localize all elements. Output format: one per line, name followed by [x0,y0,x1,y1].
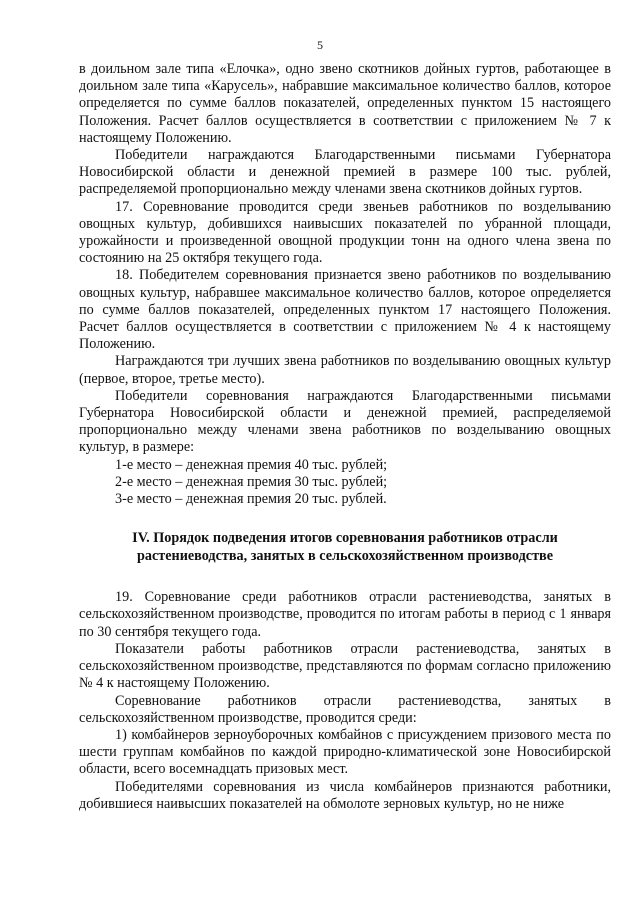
section-heading-line-2: растениеводства, занятых в сельскохозяйственном производстве [136,547,554,564]
paragraph-indicators: Показатели работы работников отрасли растениеводства, занятых в сельскохозяйственном производстве, представляются по формам согласно приложению № 4 к настоящему Положению. [79,640,611,692]
paragraph-item-18: 18. Победителем соревнования признается звено работников по возделыванию овощных культур, набравшее максимальное количество баллов, которое определяется по сумме баллов показателей, определенных пунктом 17 настоящего Положения. Расчет баллов осуществляется в соответствии с приложением № 4 к настоящему Положению. [79,267,611,353]
prize-third-place: 3-е место – денежная премия 20 тыс. рублей. [115,491,387,508]
paragraph-continuation: в доильном зале типа «Елочка», одно звено скотников дойных гуртов, работающее в доильном зале типа «Карусель», набравшие максимальное количество баллов, которое определяется по сумме баллов показателей, определенных пунктом 15 настоящего Положения. Расчет баллов осуществляется в соответствии с приложением № 7 к настоящему Положению. [79,61,611,146]
paragraph-item-17: 17. Соревнование проводится среди звеньев работников по возделыванию овощных культур, добившихся наивысших показателей по убранной площади, урожайности и произведенной овощной продукции тонн на одного члена звена по состоянию на 25 октября текущего года. [79,198,611,267]
paragraph-combine-operators: 1) комбайнеров зерноуборочных комбайнов с присуждением призового места по шести группам комбайнов по каждой природно-климатической зоне Новосибирской области, всего восемнадцать призовых мест. [79,726,611,778]
page-number: 5 [317,38,323,52]
paragraph-item-19: 19. Соревнование среди работников отрасли растениеводства, занятых в сельскохозяйственном производстве, проводится по итогам работы в период с 1 января по 30 сентября текущего года. [79,589,611,640]
paragraph-winners-combine: Победителями соревнования из числа комбайнеров признаются работники, добившиеся наивысших показателей на обмолоте зерновых культур, но не ниже [79,778,611,812]
document-body [79,61,611,813]
paragraph-competition-among: Соревнование работников отрасли растениеводства, занятых в сельскохозяйственном производстве, проводится среди: [79,692,611,726]
paragraph-award-three-teams: Награждаются три лучших звена работников по возделыванию овощных культур (первое, второе, третье место). [79,353,611,387]
prize-second-place: 2-е место – денежная премия 30 тыс. рублей; [115,473,388,490]
section-heading [79,530,611,565]
prize-first-place: 1-е место – денежная премия 40 тыс. рублей; [115,456,388,473]
section-heading-line-1: IV. Порядок подведения итогов соревнования работников отрасли [132,530,558,547]
paragraph-award-vegetable-teams: Победители соревнования награждаются Благодарственными письмами Губернатора Новосибирской области и денежной премией, распределяемой пропорционально между членами звена работников по возделыванию овощных культур, в размере: [79,387,611,456]
paragraph-award-milkers: Победители награждаются Благодарственными письмами Губернатора Новосибирской области и денежной премией в размере 100 тыс. рублей, распределяемой пропорционально между членами звена скотников дойных гуртов. [79,147,611,198]
